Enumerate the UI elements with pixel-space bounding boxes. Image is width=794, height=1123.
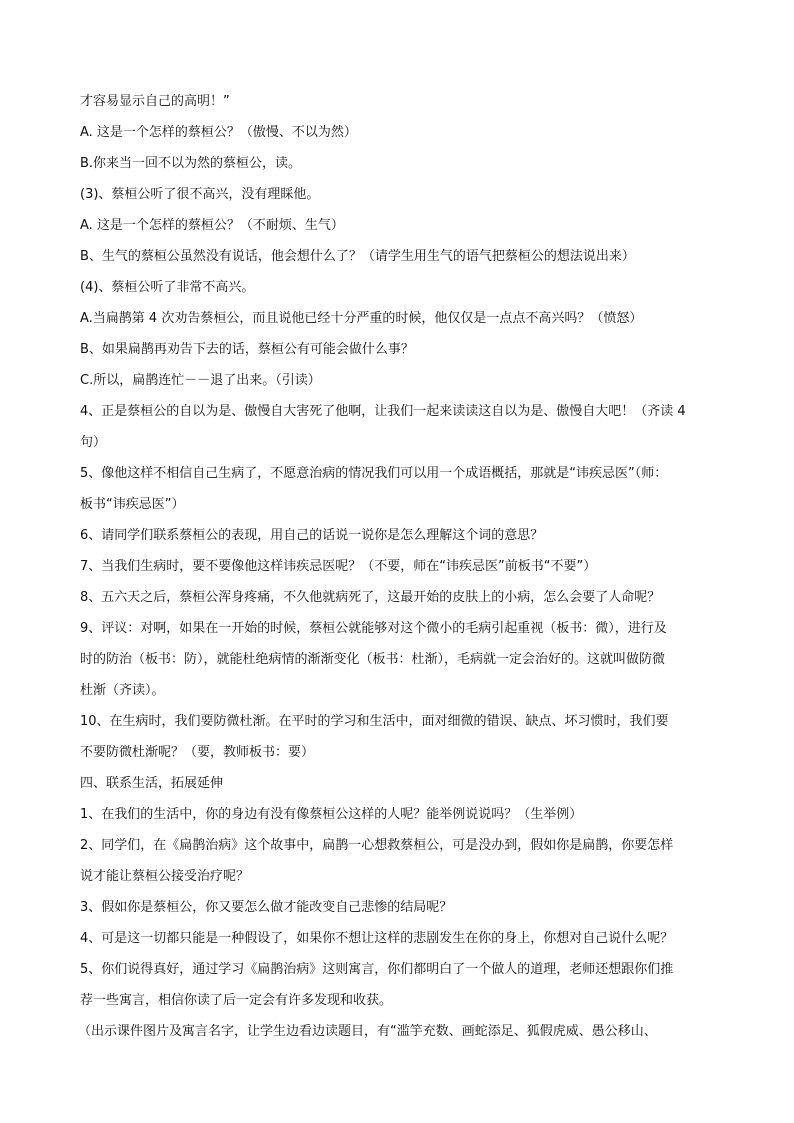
text-line: 5、你们说得真好，通过学习《扁鹊治病》这则寓言，你们都明白了一个做人的道理，老师还想跟你们推 [80,962,674,977]
text-line: 2、同学们，在《扁鹊治病》这个故事中，扁鹊一心想救蔡桓公，可是没办到，假如你是扁鹊，你要怎样 [80,838,674,853]
text-line: 不要防微杜渐呢？（要，教师板书：要） [80,745,315,760]
text-line: B、生气的蔡桓公虽然没有说话，他会想什么了？（请学生用生气的语气把蔡桓公的想法说出来） [80,249,635,264]
document-body [80,86,720,1047]
text-line: 1、在我们的生活中，你的身边有没有像蔡桓公这样的人呢？能举例说说吗？（生举例） [80,807,583,822]
text-line: 9、评议：对啊，如果在一开始的时候，蔡桓公就能够对这个微小的毛病引起重视（板书：微），进行及 [80,621,667,636]
text-line: 时的防治（板书：防），就能杜绝病情的渐渐变化（板书：杜渐），毛病就一定会治好的。这就叫做防微 [80,652,666,667]
text-line: C.所以，扁鹊连忙－－退了出来。（引读） [80,373,321,388]
text-line: 荐一些寓言，相信你读了后一定会有许多发现和收获。 [80,993,393,1008]
text-line: 5、像他这样不相信自己生病了，不愿意治病的情况我们可以用一个成语概括，那就是“讳疾忌医”（师： [80,466,668,481]
text-line: 才容易显示自己的高明！” [80,94,230,109]
text-line: B.你来当一回不以为然的蔡桓公，读。 [80,156,302,171]
text-line: 7、当我们生病时，要不要像他这样讳疾忌医呢？（不要，师在“讳疾忌医”前板书“不要”） [80,559,597,574]
text-line: A.当扁鹊第 4 次劝告蔡桓公，而且说他已经十分严重的时候，他仅仅是一点点不高兴吗？（愤怒） [80,311,643,326]
text-line: A. 这是一个怎样的蔡桓公？（不耐烦、生气） [80,218,344,233]
text-line: 4、可是这一切都只能是一种假设了，如果你不想让这样的悲剧发生在你的身上，你想对自己说什么呢？ [80,931,674,946]
text-line: （出示课件图片及寓言名字，让学生边看边读题目，有“滥竽充数、画蛇添足、狐假虎威、愚公移山、 [78,1024,657,1039]
text-line: A. 这是一个怎样的蔡桓公？（傲慢、不以为然） [80,125,357,140]
text-line: 3、假如你是蔡桓公，你又要怎么做才能改变自己悲惨的结局呢？ [80,900,453,915]
text-line: B、如果扁鹊再劝告下去的话，蔡桓公有可能会做什么事？ [80,342,414,357]
text-line: (3)、蔡桓公听了很不高兴，没有理睬他。 [80,187,320,202]
text-line: 10、在生病时，我们要防微杜渐。在平时的学习和生活中，面对细微的错误、缺点、坏习惯时，我们要 [80,714,669,729]
text-line: (4)、蔡桓公听了非常不高兴。 [80,280,255,295]
section-heading: 四、联系生活，拓展延伸 [80,776,224,791]
text-line: 4、正是蔡桓公的自以为是、傲慢自大害死了他啊，让我们一起来读读这自以为是、傲慢自大吧！（齐读 4 [80,404,686,419]
text-line: 板书“讳疾忌医”） [80,497,185,512]
text-line: 说才能让蔡桓公接受治疗呢？ [80,869,250,884]
text-line: 6、请同学们联系蔡桓公的表现，用自己的话说一说你是怎么理解这个词的意思？ [80,528,544,543]
text-line: 8、五六天之后，蔡桓公浑身疼痛，不久他就病死了，这最开始的皮肤上的小病，怎么会要了人命呢？ [80,590,661,605]
text-line: 杜渐（齐读）。 [80,683,165,698]
text-line: 句） [80,435,107,450]
